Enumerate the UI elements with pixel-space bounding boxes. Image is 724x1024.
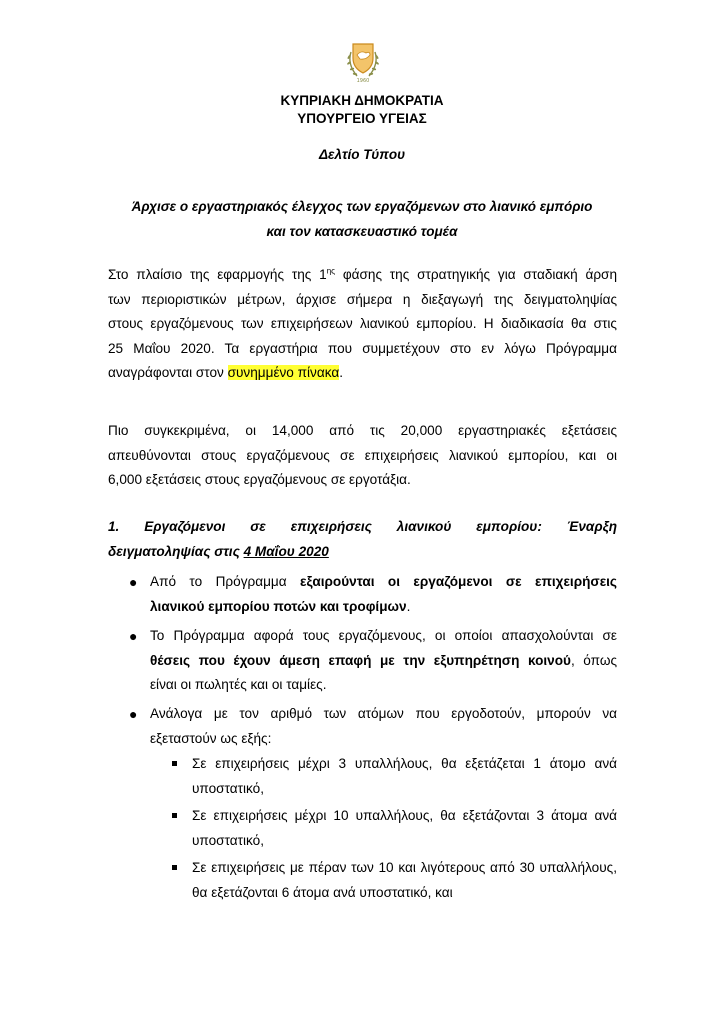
text-line: απευθύνονται στους εργαζόμενους σε επιχειρήσεις λιανικού εμπορίου, και οι [108,447,617,463]
headline-line-2: και τον κατασκευαστικό τομέα [266,224,458,239]
underlined-date: 4 Μαΐου 2020 [243,543,329,559]
headline-line-1: Άρχισε ο εργαστηριακός έλεγχος των εργαζόμενων στο λιανικό εμπόριο [131,199,593,214]
text-line: 25 Μαΐου 2020. Τα εργαστήρια που συμμετέχουν στο εν λόγω Πρόγραμμα [108,340,617,356]
text-run: Στο πλαίσιο της εφαρμογής της 1 [108,267,327,282]
text-line [150,649,617,674]
bold-text: εξαιρούνται οι εργαζόμενοι σε επιχειρήσεις [300,574,617,589]
highlighted-attachment-reference: συνημμένο πίνακα [227,365,340,381]
bold-text: θέσεις που έχουν άμεση επαφή με την εξυπηρέτηση κοινού [150,652,571,668]
text-line [108,361,617,386]
text-line: Πιο συγκεκριμένα, οι 14,000 από τις 20,000 εργαστηριακές εξετάσεις [108,423,617,438]
list-item [129,570,617,619]
bullet-icon: ● [129,706,138,722]
square-bullet-icon [172,761,177,766]
list-item [129,702,617,751]
text-run: αναγράφονται στον [108,365,228,381]
text-line: είναι οι πωλητές και οι ταμίες. [150,677,327,693]
square-bullet-icon [172,813,177,818]
text-line: Σε επιχειρήσεις μέχρι 10 υπαλλήλους, θα εξετάζονται 3 άτομα ανά [192,808,617,823]
text-line: θα εξετάζονται 6 άτομα ανά υποστατικό, και [192,884,453,900]
text-run: Από το Πρόγραμμα [150,574,301,589]
bold-text: λιανικού εμπορίου ποτών και τροφίμων [150,598,407,614]
document-type: Δελτίο Τύπου [318,147,406,162]
text-line: υποστατικό, [192,780,264,796]
text-line [150,570,617,595]
list-item [129,624,618,698]
text-line: υποστατικό, [192,832,264,848]
text-run: . [406,598,411,614]
text-run: . [339,365,343,381]
text-line: Σε επιχειρήσεις με πέραν των 10 και λιγότερους από 30 υπαλλήλους, [192,860,617,875]
sub-list-item [192,804,617,853]
bullet-icon: ● [129,628,138,644]
text-line: Σε επιχειρήσεις μέχρι 3 υπαλλήλους, θα εξετάζεται 1 άτομο ανά [192,756,617,771]
text-line: Το Πρόγραμμα αφορά τους εργαζόμενους, οι οποίοι απασχολούνται σε [150,628,617,643]
text-run: δειγματοληψίας στις [108,543,244,559]
headline [100,194,624,244]
bullet-icon: ● [129,574,138,590]
cyprus-coat-of-arms-icon [339,40,387,84]
text-run: , όπως [570,652,618,668]
text-run: φάσης της στρατηγικής για σταδιακή άρση [335,267,618,282]
ministry-name: ΥΠΟΥΡΓΕΙΟ ΥΓΕΙΑΣ [297,111,427,126]
text-line: των περιοριστικών μέτρων, άρχισε σήμερα η διεξαγωγή της δειγματοληψίας [108,291,617,307]
text-line: εξεταστούν ως εξής: [150,730,272,746]
square-bullet-icon [172,865,177,870]
ministry-header [100,92,624,128]
text-line: στους εργαζόμενους των επιχειρήσεων λιανικού εμπορίου. Η διαδικασία θα στις [108,316,617,332]
sub-list-item [192,856,617,905]
text-line [108,540,617,565]
text-line [150,595,617,620]
svg-text:1960: 1960 [356,78,370,84]
superscript: ης [326,266,335,276]
section-heading-1 [108,515,617,564]
text-line: 6,000 εξετάσεις στους εργαζόμενους σε εργοτάξια. [108,472,411,488]
text-line: 1. Εργαζόμενοι σε επιχειρήσεις λιανικού εμπορίου: Έναρξη [108,519,617,534]
paragraph-details [108,419,617,493]
paragraph-intro [108,263,617,386]
republic-name: ΚΥΠΡΙΑΚΗ ΔΗΜΟΚΡΑΤΙΑ [280,93,444,108]
sub-list-item [192,752,617,801]
text-line: Ανάλογα με τον αριθμό των ατόμων που εργοδοτούν, μπορούν να [150,706,617,721]
text-line [108,263,617,288]
